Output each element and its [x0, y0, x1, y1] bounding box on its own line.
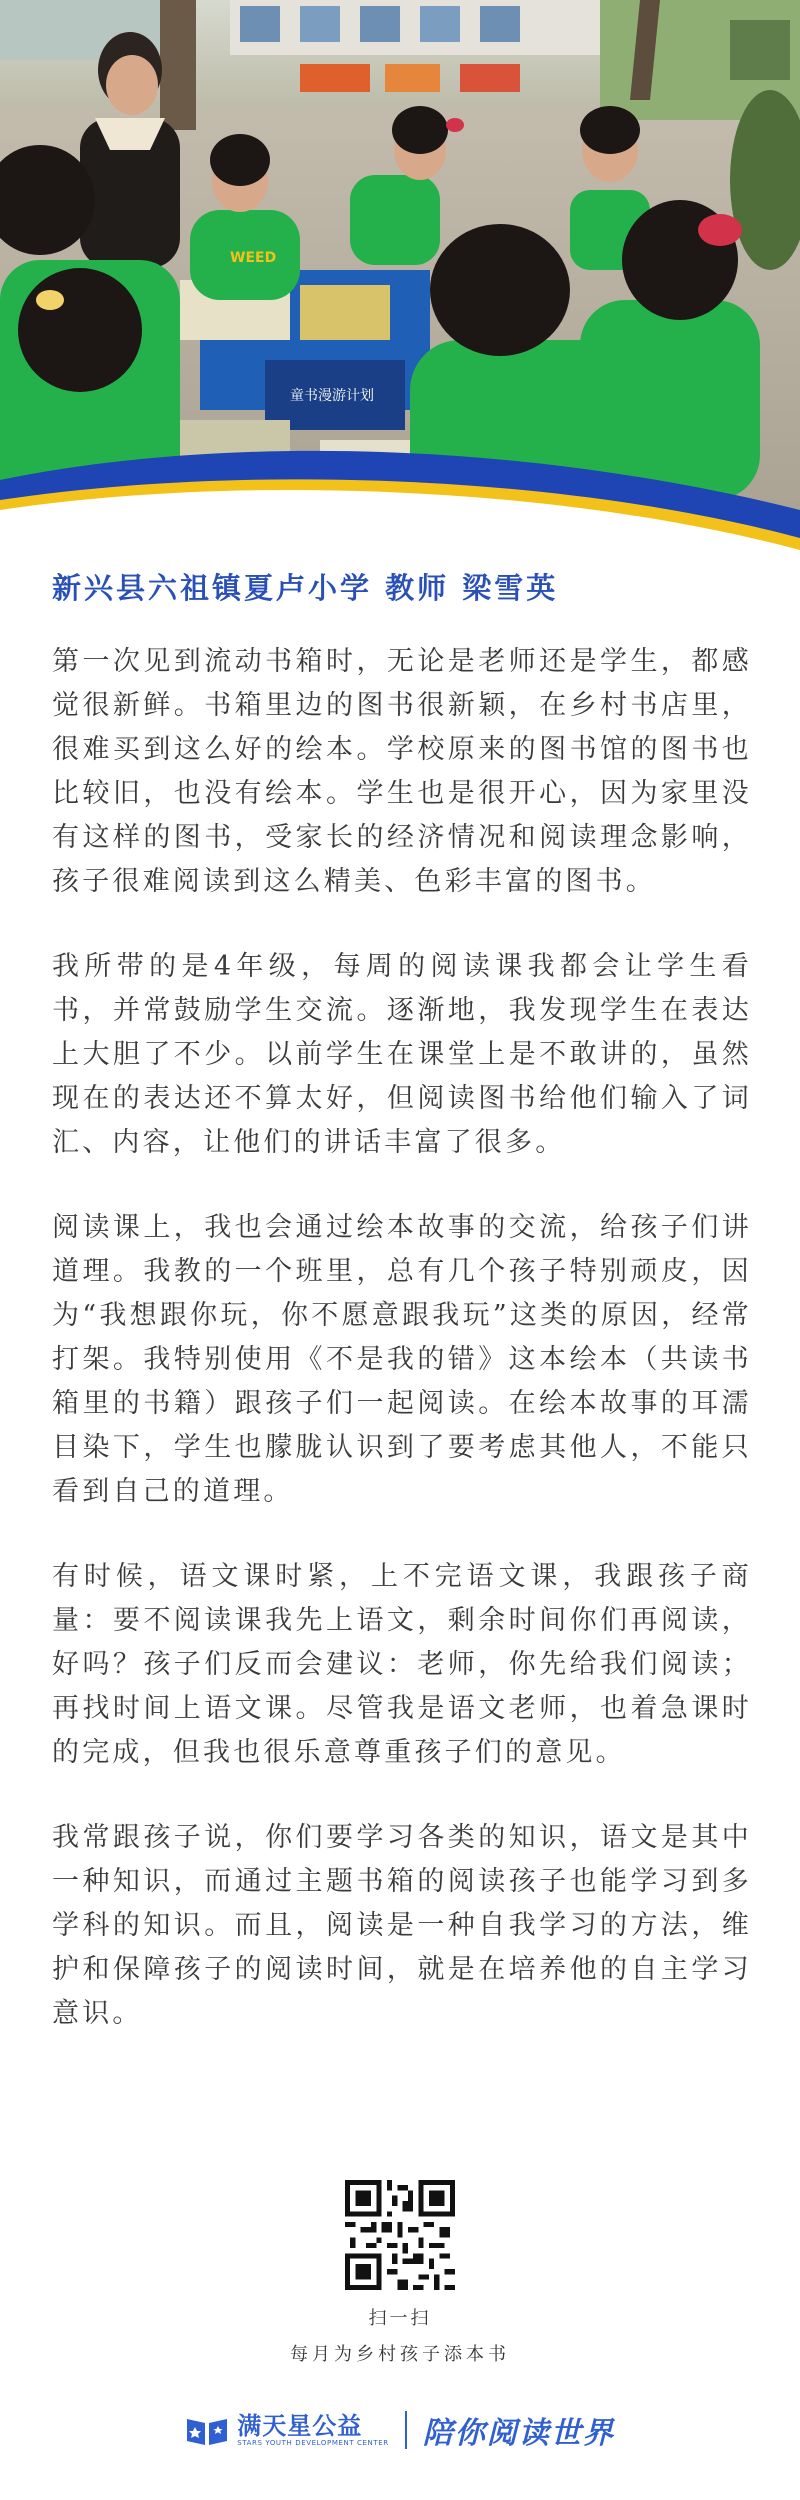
- footer-branding: [0, 2405, 800, 2455]
- slogan: 陪你阅读世界: [422, 2416, 615, 2451]
- qr-scan-label: 扫一扫: [368, 2308, 432, 2329]
- paragraph: 第一次见到流动书箱时，无论是老师还是学生，都感觉很新鲜。书箱里边的图书很新颖，在乡村书店里，很难买到这么好的绘本。学校原来的图书馆的图书也比较旧，也没有绘本。学生也是很开心，因为家里没有这样的图书，受家长的经济情况和阅读理念影响，孩子很难阅读到这么精美、色彩丰富的图书。: [52, 646, 752, 897]
- organization-name: 满天星公益: [237, 2411, 363, 2440]
- paragraph: 阅读课上，我也会通过绘本故事的交流，给孩子们讲道理。我教的一个班里，总有几个孩子特别顽皮，因为“我想跟你玩，你不愿意跟我玩”这类的原因，经常打架。我特别使用《不是我的错》这本绘本（共读书箱里的书籍）跟孩子们一起阅读。在绘本故事的耳濡目染下，学生也朦胧认识到了要考虑其他人，不能只看到自己的道理。: [52, 1212, 752, 1507]
- article-body: [52, 640, 752, 2077]
- author-heading: 新兴县六祖镇夏卢小学 教师 梁雪英: [52, 571, 559, 605]
- qr-section: [0, 2180, 800, 2366]
- paragraph: 我常跟孩子说，你们要学习各类的知识，语文是其中一种知识，而通过主题书箱的阅读孩子也能学习到多学科的知识。而且，阅读是一种自我学习的方法，维护和保障孩子的阅读时间，就是在培养他的自主学习意识。: [52, 1822, 752, 2029]
- star-book-icon: [185, 2413, 229, 2447]
- qr-caption: 每月为乡村孩子添本书: [290, 2344, 510, 2365]
- organization-subtitle: STARS YOUTH DEVELOPMENT CENTER: [237, 2438, 389, 2447]
- shirt-print: WEED: [230, 250, 277, 266]
- footer-divider: [405, 2411, 407, 2449]
- box-label: 童书漫游计划: [290, 388, 374, 404]
- paragraph: 有时候，语文课时紧，上不完语文课，我跟孩子商量：要不阅读课我先上语文，剩余时间你们再阅读，好吗？孩子们反而会建议：老师，你先给我们阅读；再找时间上语文课。尽管我是语文老师，也着急课时的完成，但我也很乐意尊重孩子们的意见。: [52, 1561, 752, 1768]
- organization-logo: [185, 2413, 389, 2448]
- paragraph: 我所带的是4年级，每周的阅读课我都会让学生看书，并常鼓励学生交流。逐渐地，我发现学生在表达上大胆了不少。以前学生在课堂上是不敢讲的，虽然现在的表达还不算太好，但阅读图书给他们输入了词汇、内容，让他们的讲话丰富了很多。: [52, 951, 752, 1158]
- qr-code-icon[interactable]: [345, 2180, 455, 2290]
